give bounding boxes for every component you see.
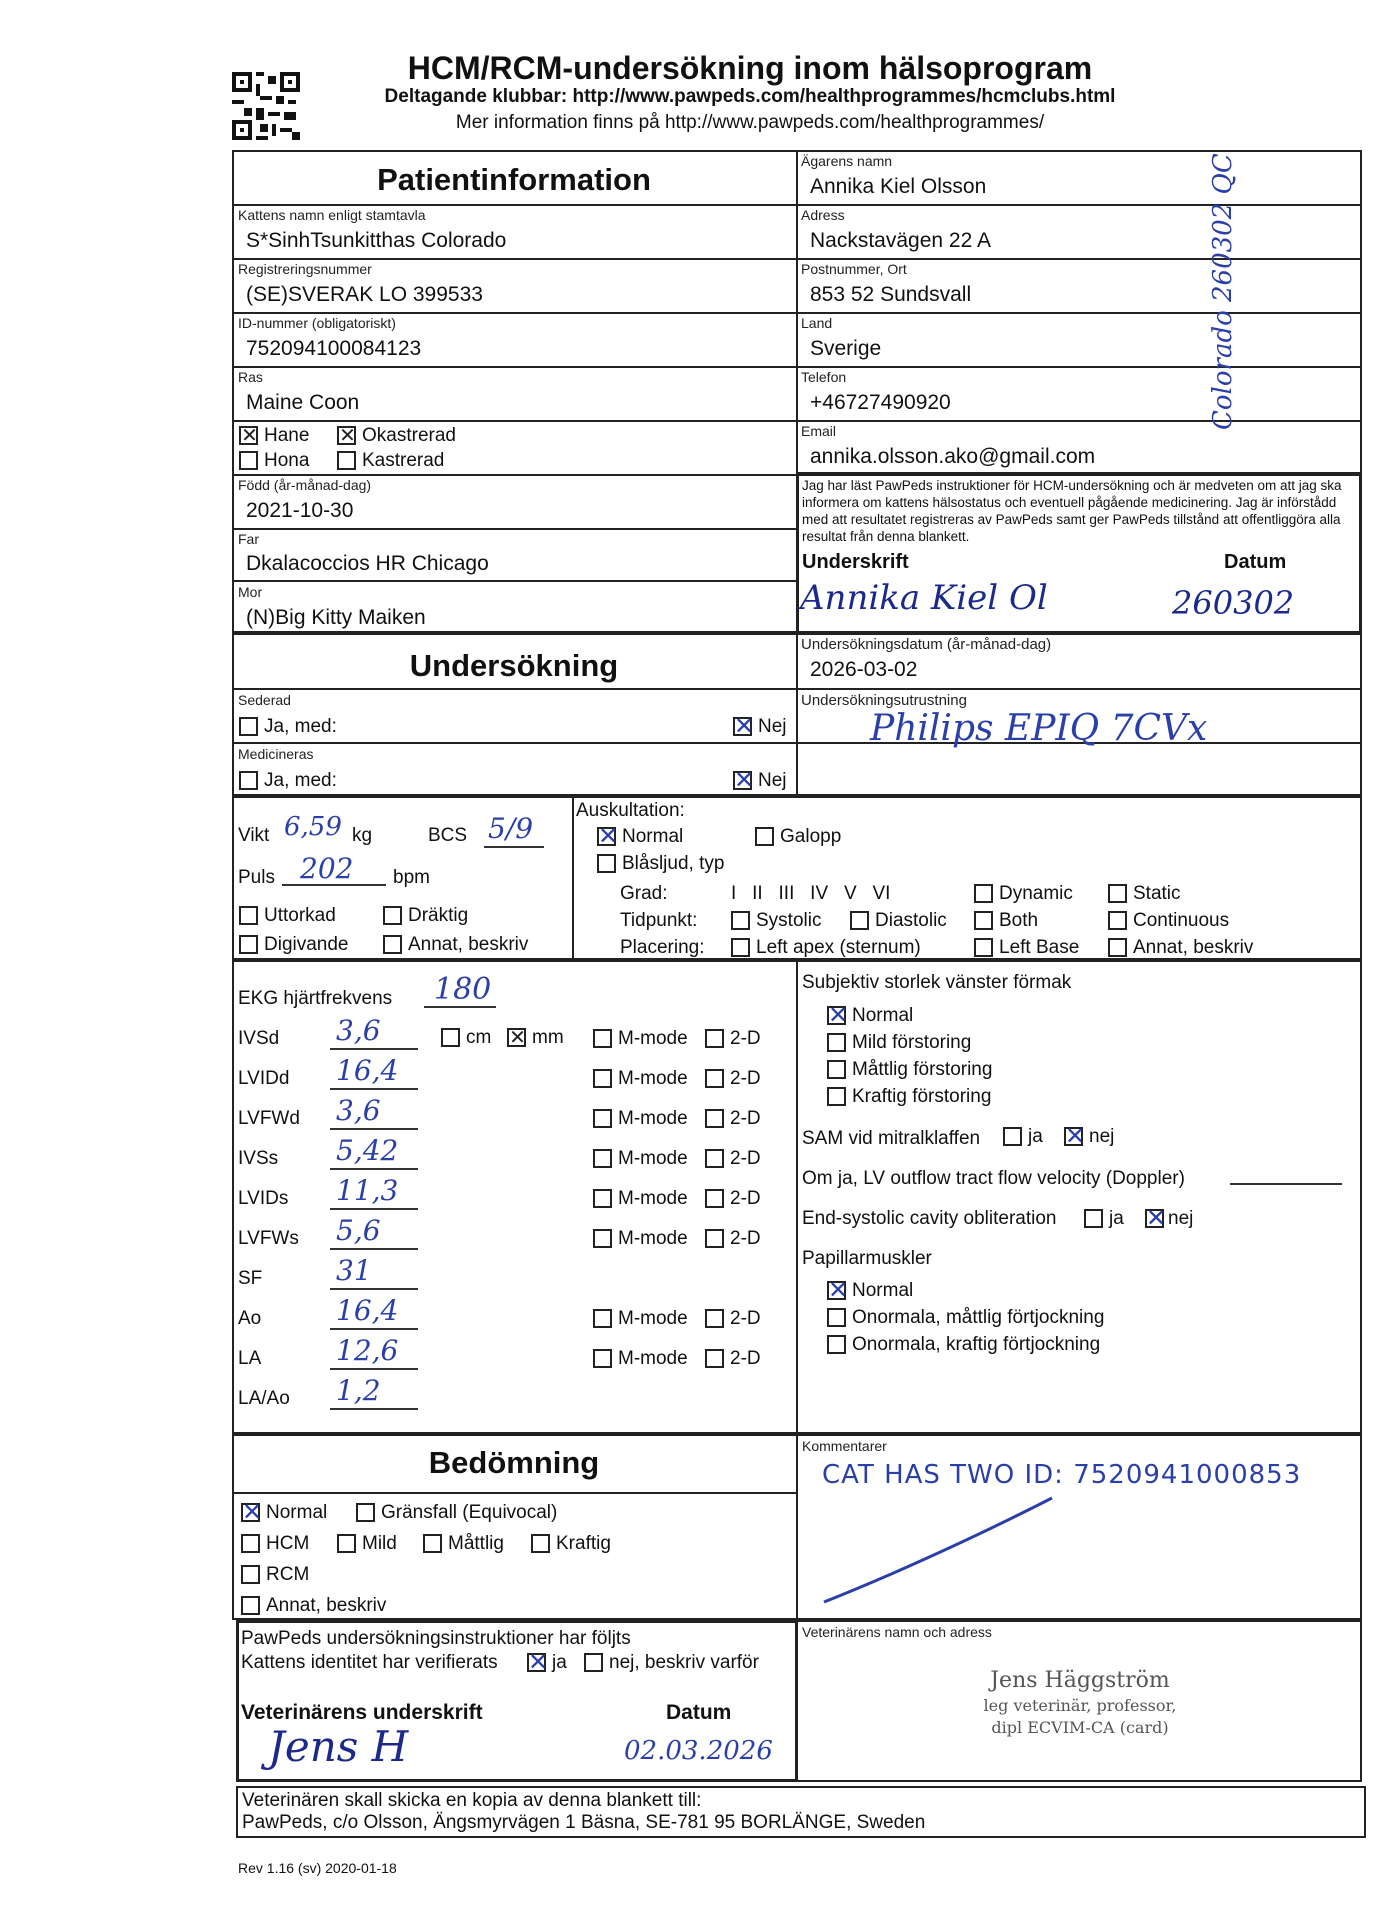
mmode-checkbox[interactable] (593, 1229, 612, 1248)
ecg-hr-value[interactable]: 180 (434, 972, 492, 1007)
echo-underline (330, 1328, 418, 1330)
severe-checkbox[interactable] (531, 1534, 550, 1553)
la-size-label: Subjektiv storlek vänster förmak (802, 972, 1072, 993)
static-checkbox[interactable] (1108, 884, 1127, 903)
owner-name-label: Ägarens namn (801, 153, 893, 169)
address-value[interactable]: Nackstavägen 22 A (810, 229, 991, 252)
medicated-no-label: Nej (758, 770, 787, 791)
severe-label: Kraftig (556, 1533, 611, 1554)
form-title: HCM/RCM-undersökning inom hälsoprogram (407, 50, 1093, 86)
owner-date[interactable]: 260302 (1172, 584, 1295, 622)
la-mild-checkbox[interactable] (827, 1033, 846, 1052)
mmode-label: M-mode (618, 1308, 688, 1329)
dehydrated-checkbox[interactable] (239, 906, 258, 925)
twod-checkbox[interactable] (705, 1349, 724, 1368)
breed-value[interactable]: Maine Coon (246, 391, 360, 414)
weight-value[interactable]: 6,59 (284, 812, 342, 842)
echo-underline (330, 1248, 418, 1250)
postal-label: Postnummer, Ort (801, 261, 907, 277)
medicated-yes-label: Ja, med: (264, 770, 337, 791)
continuous-checkbox[interactable] (1108, 911, 1127, 930)
la-severe-checkbox[interactable] (827, 1087, 846, 1106)
cat-name-value[interactable]: S*SinhTsunkitthas Colorado (246, 229, 507, 252)
echo-value-ao[interactable]: 16,4 (336, 1294, 399, 1327)
weight-label: Vikt (238, 825, 270, 846)
id-label: ID-nummer (obligatoriskt) (238, 315, 396, 331)
diastolic-checkbox[interactable] (850, 911, 869, 930)
sedated-no-label: Nej (758, 716, 787, 737)
address-label: Adress (801, 207, 845, 223)
id-value[interactable]: 752094100084123 (246, 337, 422, 360)
lvot-label: Om ja, LV outflow tract flow velocity (Doppler) (802, 1168, 1185, 1189)
echo-label-lvids: LVIDs (238, 1188, 289, 1209)
medicated-yes-checkbox[interactable] (239, 771, 258, 790)
phone-value[interactable]: +46727490920 (810, 391, 951, 414)
born-label: Född (år-månad-dag) (238, 477, 372, 493)
vet-signature-label: Veterinärens underskrift (241, 1701, 483, 1724)
sedated-yes-checkbox[interactable] (239, 717, 258, 736)
twod-checkbox[interactable] (705, 1149, 724, 1168)
hcm-checkbox[interactable] (241, 1534, 260, 1553)
mmode-checkbox[interactable] (593, 1309, 612, 1328)
mmode-checkbox[interactable] (593, 1149, 612, 1168)
qr-code (232, 72, 300, 140)
other-location-checkbox[interactable] (1108, 938, 1127, 957)
exam-date-value[interactable]: 2026-03-02 (810, 658, 918, 681)
auscultation-label: Auskultation: (576, 800, 685, 821)
mmode-checkbox[interactable] (593, 1109, 612, 1128)
owner-date-label: Datum (1224, 551, 1287, 573)
left-apex-label: Left apex (sternum) (756, 937, 921, 958)
sedated-yes-label: Ja, med: (264, 716, 337, 737)
lactating-checkbox[interactable] (239, 935, 258, 954)
send-line-1: Veterinären skall skicka en kopia av denna blankett till: (242, 1790, 702, 1811)
comments-label: Kommentarer (802, 1438, 887, 1454)
both-label: Both (999, 910, 1039, 931)
pap-normal-checkbox[interactable] (827, 1281, 846, 1300)
gallop-label: Galopp (780, 826, 842, 847)
dehydrated-label: Uttorkad (264, 905, 336, 926)
echo-label-ivsd: IVSd (238, 1028, 280, 1049)
echo-label-lvfwd: LVFWd (238, 1108, 300, 1129)
systolic-checkbox[interactable] (731, 911, 750, 930)
echo-underline (330, 1168, 418, 1170)
medicated-no-checkbox[interactable] (733, 771, 752, 790)
mmode-checkbox[interactable] (593, 1029, 612, 1048)
twod-label: 2-D (730, 1068, 761, 1089)
vet-date[interactable]: 02.03.2026 (624, 1736, 773, 1766)
mmode-label: M-mode (618, 1188, 688, 1209)
comment-strikethrough (820, 1490, 1060, 1610)
twod-checkbox[interactable] (705, 1229, 724, 1248)
form-subtitle: Deltagande klubbar: http://www.pawpeds.com/healthprogrammes/hcmclubs.html (384, 86, 1116, 107)
country-label: Land (801, 315, 833, 331)
dynamic-checkbox[interactable] (974, 884, 993, 903)
owner-signature[interactable]: Annika Kiel Ol (800, 578, 1048, 618)
systolic-label: Systolic (756, 910, 822, 931)
identity-no-checkbox[interactable] (584, 1653, 603, 1672)
pulse-value[interactable]: 202 (300, 852, 354, 885)
twod-label: 2-D (730, 1228, 761, 1249)
mmode-label: M-mode (618, 1108, 688, 1129)
twod-label: 2-D (730, 1148, 761, 1169)
form-info-link: Mer information finns på http://www.pawpeds.com/healthprogrammes/ (455, 112, 1045, 133)
twod-label: 2-D (730, 1308, 761, 1329)
vet-stamp-name: Jens Häggström (990, 1668, 1170, 1693)
mmode-label: M-mode (618, 1068, 688, 1089)
hcm-label: HCM (266, 1533, 310, 1554)
lactating-label: Digivande (264, 934, 349, 955)
unit-cm-label: cm (466, 1027, 492, 1048)
echo-underline (330, 1048, 418, 1050)
identity-verified-label: Kattens identitet har verifierats (241, 1652, 498, 1673)
grade-options[interactable]: I II III IV V VI (731, 883, 891, 904)
pap-severe-label: Onormala, kraftig förtjockning (852, 1334, 1101, 1355)
echo-value-sf[interactable]: 31 (336, 1254, 372, 1287)
twod-checkbox[interactable] (705, 1189, 724, 1208)
sam-yes-checkbox[interactable] (1003, 1127, 1022, 1146)
equipment-value[interactable]: Philips EPIQ 7CVx (870, 708, 1208, 749)
la-normal-label: Normal (852, 1005, 914, 1026)
echo-underline (330, 1408, 418, 1410)
breed-label: Ras (238, 369, 263, 385)
mmode-checkbox[interactable] (593, 1069, 612, 1088)
other-location-label: Annat, beskriv (1133, 937, 1254, 958)
vet-name-label: Veterinärens namn och adress (802, 1624, 992, 1640)
la-severe-label: Kraftig förstoring (852, 1086, 992, 1107)
twod-label: 2-D (730, 1188, 761, 1209)
equipment-label: Undersökningsutrustning (801, 692, 967, 709)
echo-underline (330, 1128, 418, 1130)
twod-checkbox[interactable] (705, 1109, 724, 1128)
pulse-label: Puls (238, 867, 275, 888)
echo-underline (330, 1368, 418, 1370)
bcs-label: BCS (428, 825, 468, 846)
vet-signature[interactable]: Jens H (268, 1722, 409, 1771)
email-label: Email (801, 423, 837, 439)
ausc-normal-label: Normal (622, 826, 684, 847)
echo-value-ivss[interactable]: 5,42 (336, 1134, 399, 1167)
medicated-label: Medicineras (238, 746, 314, 762)
grade-label: Grad: (620, 883, 668, 904)
twod-label: 2-D (730, 1348, 761, 1369)
echo-value-lvfwd[interactable]: 3,6 (336, 1094, 381, 1127)
diastolic-label: Diastolic (875, 910, 947, 931)
left-base-checkbox[interactable] (974, 938, 993, 957)
vet-stamp-title: leg veterinär, professor, (983, 1696, 1177, 1715)
continuous-label: Continuous (1133, 910, 1230, 931)
equivocal-label: Gränsfall (Equivocal) (381, 1502, 558, 1523)
unit-mm-label: mm (532, 1027, 564, 1048)
echo-label-ao: Ao (238, 1308, 262, 1329)
moderate-checkbox[interactable] (423, 1534, 442, 1553)
obliteration-no-label: nej (1168, 1208, 1194, 1229)
rcm-checkbox[interactable] (241, 1565, 260, 1584)
neutered-checkbox[interactable] (337, 451, 356, 470)
twod-label: 2-D (730, 1108, 761, 1129)
mother-label: Mor (238, 584, 263, 600)
identity-no-label: nej, beskriv varför (609, 1652, 759, 1673)
murmur-label: Blåsljud, typ (622, 853, 725, 874)
pregnant-label: Dräktig (408, 905, 469, 926)
mmode-label: M-mode (618, 1228, 688, 1249)
exam-date-label: Undersökningsdatum (år-månad-dag) (801, 636, 1052, 653)
obliteration-label: End-systolic cavity obliteration (802, 1208, 1057, 1229)
assess-other-checkbox[interactable] (241, 1596, 260, 1615)
mild-label: Mild (362, 1533, 397, 1554)
female-checkbox[interactable] (239, 451, 258, 470)
weight-unit: kg (352, 825, 373, 846)
vet-stamp-diploma: dipl ECVIM-CA (card) (991, 1718, 1169, 1737)
female-label: Hona (264, 450, 310, 471)
country-value[interactable]: Sverige (810, 337, 882, 360)
obliteration-no-checkbox[interactable] (1145, 1209, 1164, 1228)
send-line-2: PawPeds, c/o Olsson, Ängsmyrvägen 1 Bäsna, SE-781 95 BORLÄNGE, Sweden (242, 1812, 926, 1833)
patient-heading: Patientinformation (377, 162, 651, 197)
vet-date-label: Datum (666, 1701, 732, 1724)
male-checkbox[interactable] (239, 426, 258, 445)
reg-label: Registreringsnummer (238, 261, 372, 277)
neutered-label: Kastrerad (362, 450, 445, 471)
mild-checkbox[interactable] (337, 1534, 356, 1553)
cat-name-label: Kattens namn enligt stamtavla (238, 207, 426, 223)
echo-value-lvfws[interactable]: 5,6 (336, 1214, 381, 1247)
murmur-checkbox[interactable] (597, 854, 616, 873)
born-value[interactable]: 2021-10-30 (246, 499, 354, 522)
pregnant-checkbox[interactable] (383, 906, 402, 925)
echo-underline (330, 1288, 418, 1290)
assess-normal-label: Normal (266, 1502, 328, 1523)
assess-other-label: Annat, beskriv (266, 1595, 387, 1616)
la-moderate-label: Måttlig förstoring (852, 1059, 993, 1080)
static-label: Static (1133, 883, 1181, 904)
pap-moderate-checkbox[interactable] (827, 1308, 846, 1327)
echo-value-la[interactable]: 12,6 (336, 1334, 399, 1367)
both-checkbox[interactable] (974, 911, 993, 930)
moderate-label: Måttlig (448, 1533, 504, 1554)
sam-yes-label: ja (1028, 1126, 1043, 1147)
postal-value[interactable]: 853 52 Sundsvall (810, 283, 972, 306)
email-value[interactable]: annika.olsson.ako@gmail.com (810, 445, 1096, 468)
mmode-checkbox[interactable] (593, 1189, 612, 1208)
margin-note: Colorado 260302 QC (1208, 153, 1238, 430)
echo-value-lvids[interactable]: 11,3 (336, 1174, 399, 1207)
equivocal-checkbox[interactable] (356, 1503, 375, 1522)
male-label: Hane (264, 425, 310, 446)
left-apex-checkbox[interactable] (731, 938, 750, 957)
sam-no-checkbox[interactable] (1064, 1127, 1083, 1146)
la-mild-label: Mild förstoring (852, 1032, 972, 1053)
mmode-label: M-mode (618, 1148, 688, 1169)
mmode-checkbox[interactable] (593, 1349, 612, 1368)
other-vitals-label: Annat, beskriv (408, 934, 529, 955)
intact-checkbox[interactable] (337, 426, 356, 445)
ausc-normal-checkbox[interactable] (597, 827, 616, 846)
echo-label-la-ao: LA/Ao (238, 1388, 290, 1409)
owner-name-value[interactable]: Annika Kiel Olsson (810, 175, 987, 198)
instructions-followed: PawPeds undersökningsinstruktioner har följts (241, 1628, 631, 1649)
pap-normal-label: Normal (852, 1280, 914, 1301)
bcs-value[interactable]: 5/9 (488, 812, 534, 845)
echo-label-lvidd: LVIDd (238, 1068, 290, 1089)
dynamic-label: Dynamic (999, 883, 1073, 904)
echo-value-la-ao[interactable]: 1,2 (336, 1374, 381, 1407)
reg-value[interactable]: (SE)SVERAK LO 399533 (246, 283, 483, 306)
twod-checkbox[interactable] (705, 1029, 724, 1048)
unit-cm-checkbox[interactable] (441, 1028, 460, 1047)
echo-value-lvidd[interactable]: 16,4 (336, 1054, 399, 1087)
sam-no-label: nej (1089, 1126, 1115, 1147)
echo-value-ivsd[interactable]: 3,6 (336, 1014, 381, 1047)
phone-label: Telefon (801, 369, 847, 385)
pulse-unit: bpm (393, 867, 430, 888)
revision-label: Rev 1.16 (sv) 2020-01-18 (238, 1860, 397, 1876)
father-label: Far (238, 531, 259, 547)
mother-value[interactable]: (N)Big Kitty Maiken (246, 606, 426, 629)
obliteration-yes-checkbox[interactable] (1084, 1209, 1103, 1228)
identity-yes-label: ja (552, 1652, 567, 1673)
la-moderate-checkbox[interactable] (827, 1060, 846, 1079)
other-vitals-checkbox[interactable] (383, 935, 402, 954)
unit-mm-checkbox[interactable] (507, 1028, 526, 1047)
echo-label-ivss: IVSs (238, 1148, 279, 1169)
twod-checkbox[interactable] (705, 1309, 724, 1328)
left-base-label: Left Base (999, 937, 1080, 958)
echo-label-la: LA (238, 1348, 262, 1369)
pap-severe-checkbox[interactable] (827, 1335, 846, 1354)
father-value[interactable]: Dkalacoccios HR Chicago (246, 552, 489, 575)
sedated-no-checkbox[interactable] (733, 717, 752, 736)
echo-underline (330, 1208, 418, 1210)
twod-label: 2-D (730, 1028, 761, 1049)
echo-label-lvfws: LVFWs (238, 1228, 299, 1249)
rcm-label: RCM (266, 1564, 310, 1585)
obliteration-yes-label: ja (1109, 1208, 1124, 1229)
ecg-hr-label: EKG hjärtfrekvens (238, 988, 393, 1009)
assess-normal-checkbox[interactable] (241, 1503, 260, 1522)
intact-label: Okastrerad (362, 425, 456, 446)
mmode-label: M-mode (618, 1028, 688, 1049)
assessment-heading: Bedömning (428, 1445, 600, 1480)
twod-checkbox[interactable] (705, 1069, 724, 1088)
papillary-label: Papillarmuskler (802, 1248, 932, 1269)
timing-label: Tidpunkt: (620, 910, 698, 931)
echo-label-sf: SF (238, 1268, 263, 1289)
sedated-label: Sederad (238, 692, 291, 708)
gallop-checkbox[interactable] (755, 827, 774, 846)
location-label: Placering: (620, 937, 705, 958)
exam-heading: Undersökning (409, 648, 619, 683)
identity-yes-checkbox[interactable] (527, 1653, 546, 1672)
sam-label: SAM vid mitralklaffen (802, 1128, 981, 1149)
consent-text: Jag har läst PawPeds instruktioner för HCM-undersökning och är medveten om att jag ska informera om kattens hälsostatus och eventuell pågående medicinering. Jag är införstådd med att resultatet registreras av PawPeds samt ger PawPeds tillstånd att offentliggöra alla resultat från denna blankett. (802, 478, 1342, 544)
pap-moderate-label: Onormala, måttlig förtjockning (852, 1307, 1105, 1328)
mmode-label: M-mode (618, 1348, 688, 1369)
echo-underline (330, 1088, 418, 1090)
comment-value[interactable]: CAT HAS TWO ID: 7520941000853 (822, 1460, 1302, 1490)
owner-signature-label: Underskrift (802, 551, 909, 573)
la-normal-checkbox[interactable] (827, 1006, 846, 1025)
